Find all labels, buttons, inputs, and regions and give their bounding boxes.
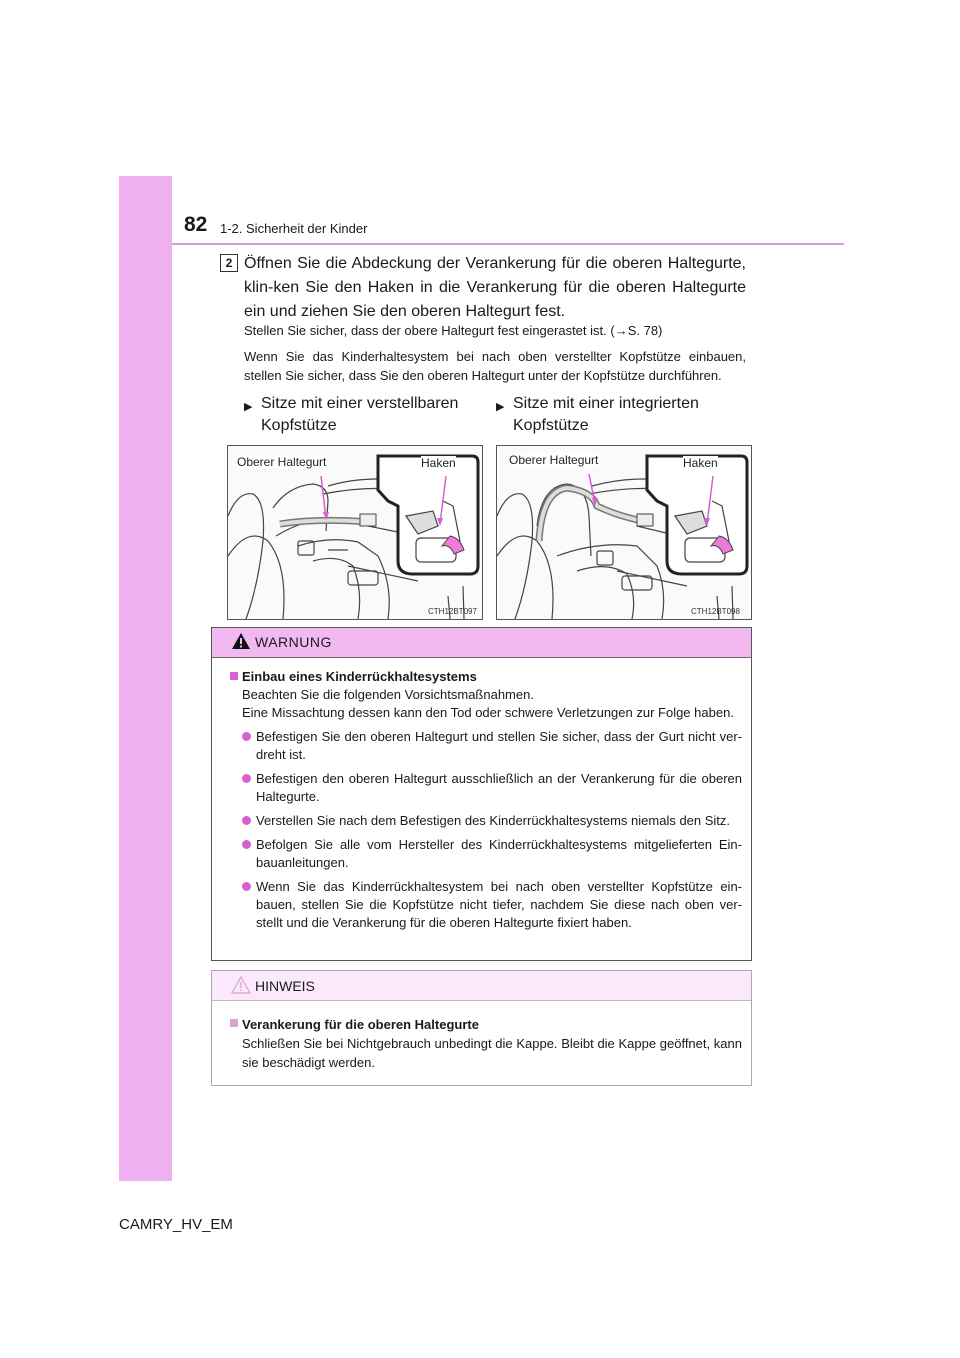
warning-intro-2: Eine Missachtung dessen kann den Tod oder schwere Verletzungen zur Folge haben. — [242, 705, 734, 720]
step-note-1: Stellen Sie sicher, dass der obere Haltegurt fest eingerastet ist. (→S. 78) — [244, 323, 663, 338]
label-hook: Haken — [683, 456, 718, 470]
warning-triangle-icon — [231, 632, 251, 650]
triangle-bullet-icon: ▶ — [244, 401, 253, 413]
hint-title: HINWEIS — [255, 978, 315, 994]
hint-heading: Verankerung für die oberen Haltegurte — [230, 1015, 742, 1034]
chapter-sidebar — [119, 176, 172, 1181]
section-title: 1-2. Sicherheit der Kinder — [220, 221, 368, 236]
step-number: 2 — [220, 254, 238, 272]
bullet-dot-icon — [242, 882, 251, 891]
warning-box — [211, 627, 752, 961]
hint-header — [212, 971, 751, 1001]
figure-code: CTH12BT098 — [691, 607, 740, 616]
warning-bullet: Befestigen den oberen Haltegurt ausschließlich an der Verankerung für die oberen Haltegurte. — [230, 770, 742, 806]
figure-adjustable-headrest — [227, 445, 483, 620]
warning-title: WARNUNG — [255, 634, 332, 650]
triangle-bullet-icon: ▶ — [496, 401, 505, 413]
warning-bullet: Befolgen Sie alle vom Hersteller des Kinderrückhaltesystems mitgelieferten Ein-bauanleitungen. — [230, 836, 742, 872]
document-code: CAMRY_HV_EM — [119, 1216, 233, 1233]
warning-bullet: Verstellen Sie nach dem Befestigen des Kinderrückhaltesystems niemals den Sitz. — [230, 812, 742, 830]
warning-intro-1: Beachten Sie die folgenden Vorsichtsmaßnahmen. — [242, 687, 534, 702]
step-instruction: Öffnen Sie die Abdeckung der Verankerung für die oberen Haltegurte, klin-ken Sie den Haken in die Verankerung für die oberen Haltegurte ein und ziehen Sie den oberen Haltegurt fest. — [244, 255, 746, 320]
label-top-tether: Oberer Haltegurt — [509, 453, 599, 467]
figure-code: CTH12BT097 — [428, 607, 477, 616]
figure-integrated-headrest — [496, 445, 752, 620]
bullet-dot-icon — [242, 774, 251, 783]
seat-illustration — [228, 446, 482, 619]
caution-triangle-icon — [231, 976, 251, 994]
hint-body — [230, 1015, 742, 1072]
bullet-dot-icon — [242, 840, 251, 849]
option-label: Sitze mit einer verstellbaren Kopfstütze — [261, 395, 459, 434]
step-note-2: Wenn Sie das Kinderhaltesystem bei nach oben verstellter Kopfstütze einbauen, stellen Sie sicher, dass Sie den oberen Haltegurt unter der Kopfstütze durchführen. — [244, 349, 746, 383]
warning-bullet: Wenn Sie das Kinderrückhaltesystem bei nach oben verstellter Kopfstütze ein-bauen, stellen Sie die Kopfstütze nicht tiefer, nachdem Sie diese nach oben ver-stellt und die Verankerung für die oberen Haltegurte fixiert haben. — [230, 878, 742, 932]
option-integrated-headrest — [496, 393, 736, 437]
hint-text: Schließen Sie bei Nichtgebrauch unbedingt die Kappe. Bleibt die Kappe geöffnet, kann sie beschädigt werden. — [242, 1036, 742, 1070]
page-number: 82 — [184, 213, 208, 236]
option-label: Sitze mit einer integrierten Kopfstütze — [513, 395, 699, 434]
seat-illustration — [497, 446, 751, 619]
warning-header — [212, 628, 751, 658]
warning-body — [230, 668, 742, 932]
bullet-dot-icon — [242, 816, 251, 825]
warning-heading: Einbau eines Kinderrückhaltesystems — [230, 668, 742, 686]
warning-bullet: Befestigen Sie den oberen Haltegurt und stellen Sie sicher, dass der Gurt nicht ver-dreht ist. — [230, 728, 742, 764]
hint-box — [211, 970, 752, 1086]
bullet-dot-icon — [242, 732, 251, 741]
option-adjustable-headrest — [244, 393, 474, 437]
header-divider — [172, 243, 844, 245]
label-top-tether: Oberer Haltegurt — [237, 455, 327, 469]
label-hook: Haken — [421, 456, 456, 470]
